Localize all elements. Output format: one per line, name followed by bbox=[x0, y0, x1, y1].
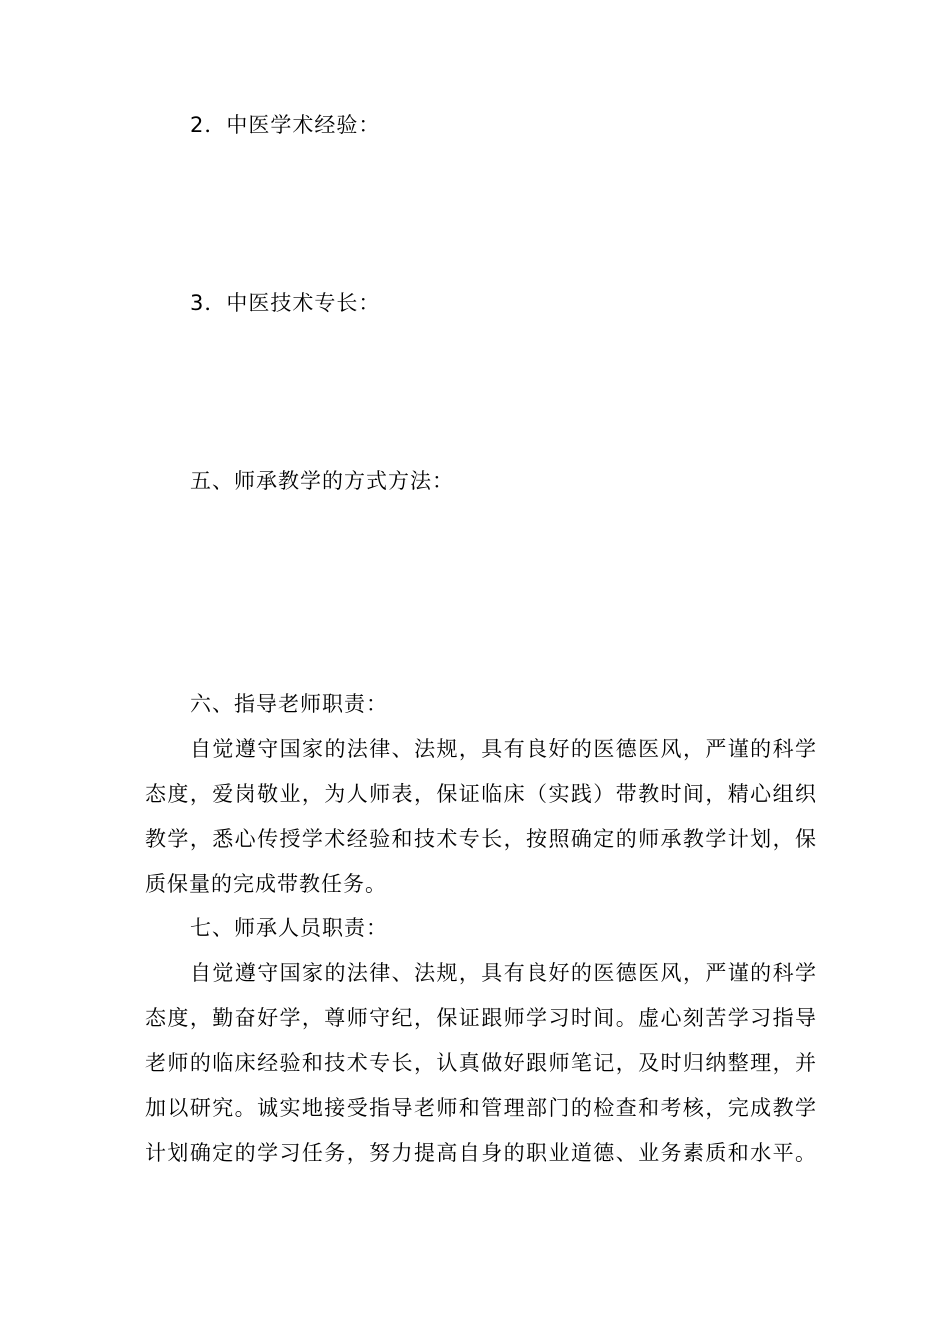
section6-paragraph-line: 自觉遵守国家的法律、法规，具有良好的医德医风，严谨的科学 bbox=[190, 737, 817, 761]
section7-heading: 七、师承人员职责： bbox=[190, 916, 388, 940]
item2-heading: 2．中医学术经验： bbox=[190, 113, 381, 137]
item3-heading: 3．中医技术专长： bbox=[190, 291, 381, 315]
section7-paragraph-line: 加以研究。诚实地接受指导老师和管理部门的检查和考核，完成教学 bbox=[145, 1096, 817, 1120]
section7-paragraph-line: 自觉遵守国家的法律、法规，具有良好的医德医风，严谨的科学 bbox=[190, 961, 817, 985]
section7-paragraph-line: 态度，勤奋好学，尊师守纪，保证跟师学习时间。虚心刻苦学习指导 bbox=[145, 1006, 817, 1030]
section6-paragraph-line: 教学，悉心传授学术经验和技术专长，按照确定的师承教学计划，保 bbox=[145, 827, 817, 851]
section7-paragraph-line: 计划确定的学习任务，努力提高自身的职业道德、业务素质和水平。 bbox=[145, 1141, 817, 1165]
section6-heading: 六、指导老师职责： bbox=[190, 692, 388, 716]
section7-paragraph-line: 老师的临床经验和技术专长，认真做好跟师笔记，及时归纳整理，并 bbox=[145, 1051, 817, 1075]
section6-paragraph-line: 质保量的完成带教任务。 bbox=[145, 872, 387, 896]
section5-heading: 五、师承教学的方式方法： bbox=[190, 469, 454, 493]
section6-paragraph-line: 态度，爱岗敬业，为人师表，保证临床（实践）带教时间，精心组织 bbox=[145, 782, 817, 806]
